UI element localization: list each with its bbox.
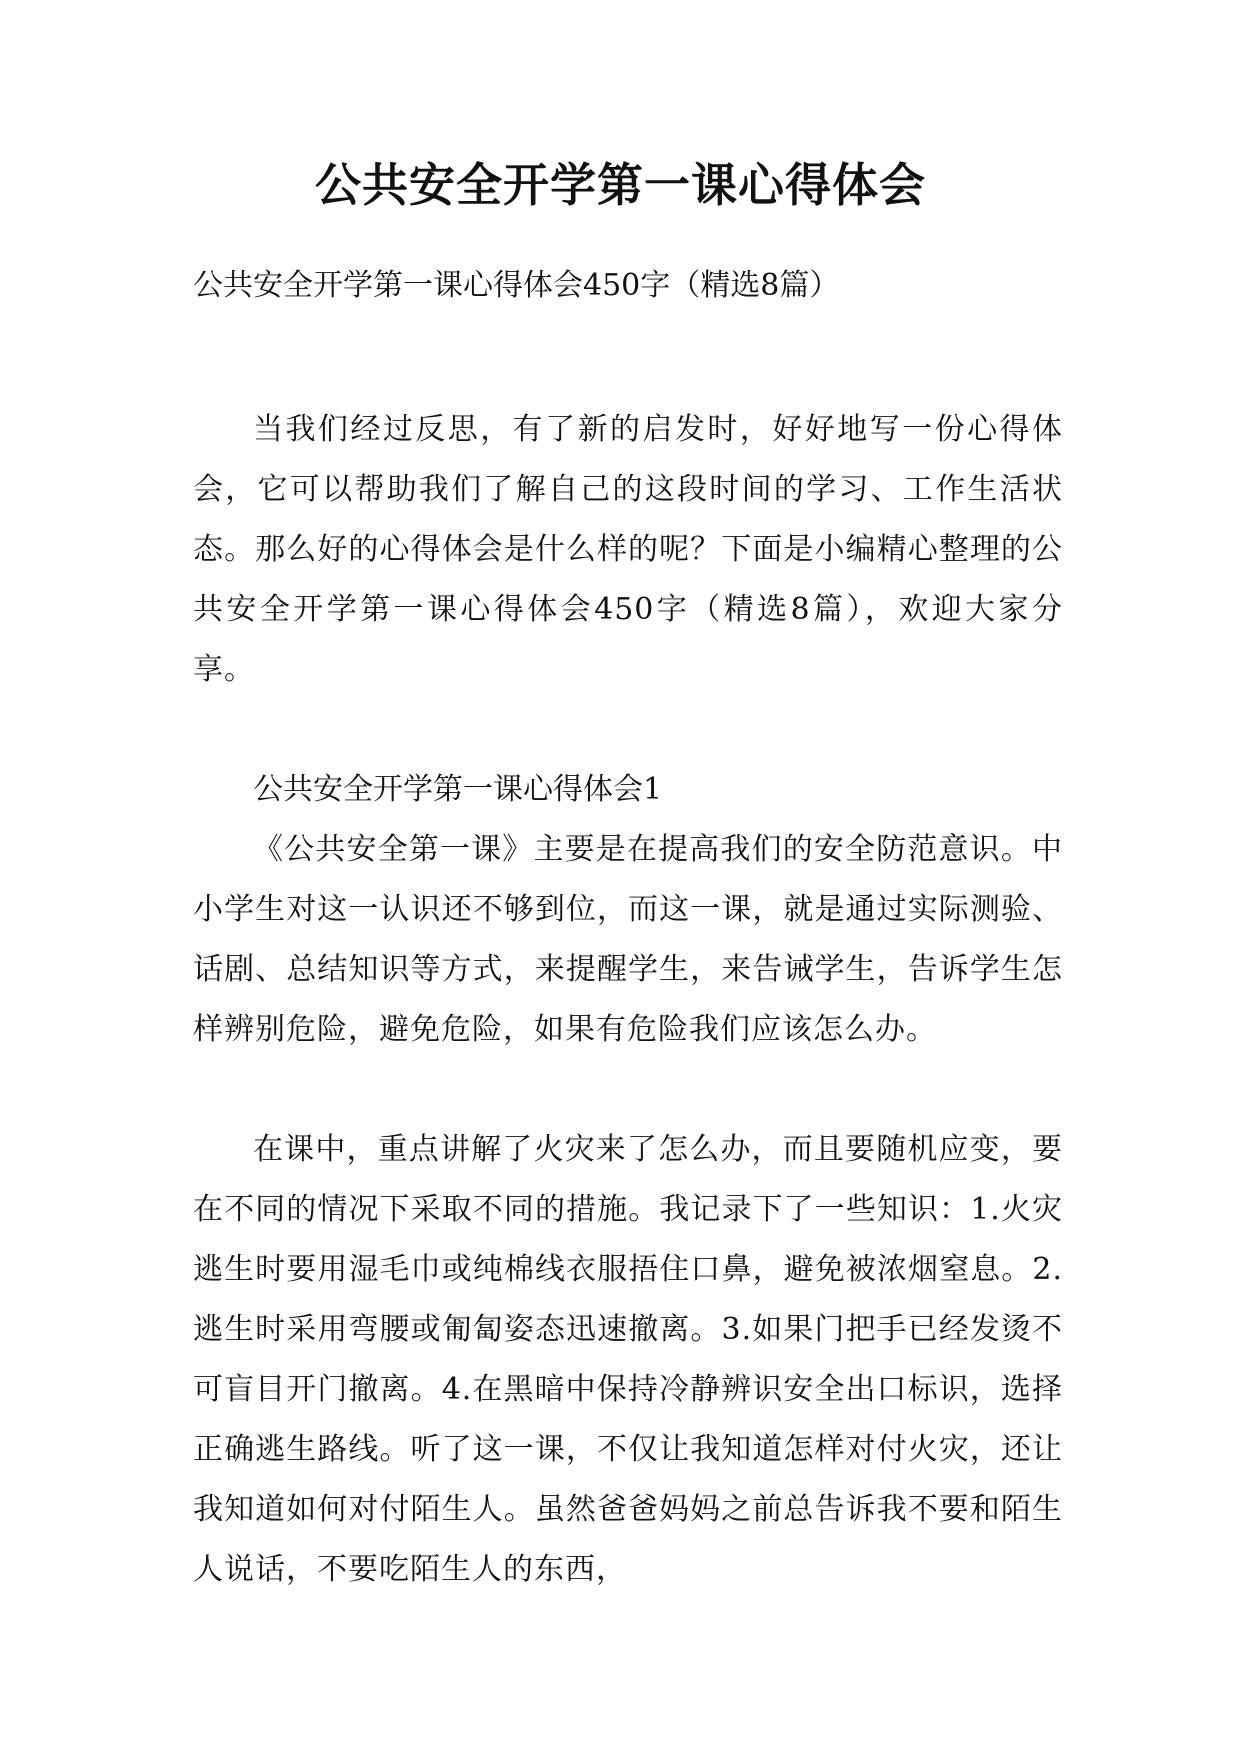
intro-paragraph: 当我们经过反思，有了新的启发时，好好地写一份心得体会，它可以帮助我们了解自己的这段时间的学习、工作生活状态。那么好的心得体会是什么样的呢？下面是小编精心整理的公共安全开学第一课心得体会450字（精选8篇），欢迎大家分享。 [193, 412, 1063, 687]
body-paragraph-2: 在课中，重点讲解了火灾来了怎么办，而且要随机应变，要在不同的情况下采取不同的措施。我记录下了一些知识：1.火灾逃生时要用湿毛巾或纯棉线衣服捂住口鼻，避免被浓烟窒息。2.逃生时采用弯腰或匍匐姿态迅速撤离。3.如果门把手已经发烫不可盲目开门撤离。4.在黑暗中保持冷静辨识安全出口标识，选择正确逃生路线。听了这一课，不仅让我知道怎样对付火灾，还让我知道如何对付陌生人。虽然爸爸妈妈之前总告诉我不要和陌生人说话，不要吃陌生人的东西， [193, 1132, 1063, 1587]
document-title: 公共安全开学第一课心得体会 [315, 158, 926, 212]
body-paragraph-1: 《公共安全第一课》主要是在提高我们的安全防范意识。中小学生对这一认识还不够到位，而这一课，就是通过实际测验、话剧、总结知识等方式，来提醒学生，来告诫学生，告诉学生怎样辨别危险，避免危险，如果有危险我们应该怎么办。 [193, 832, 1063, 1047]
document-subtitle: 公共安全开学第一课心得体会450字（精选8篇） [193, 268, 840, 303]
section-heading: 公共安全开学第一课心得体会1 [253, 772, 663, 807]
